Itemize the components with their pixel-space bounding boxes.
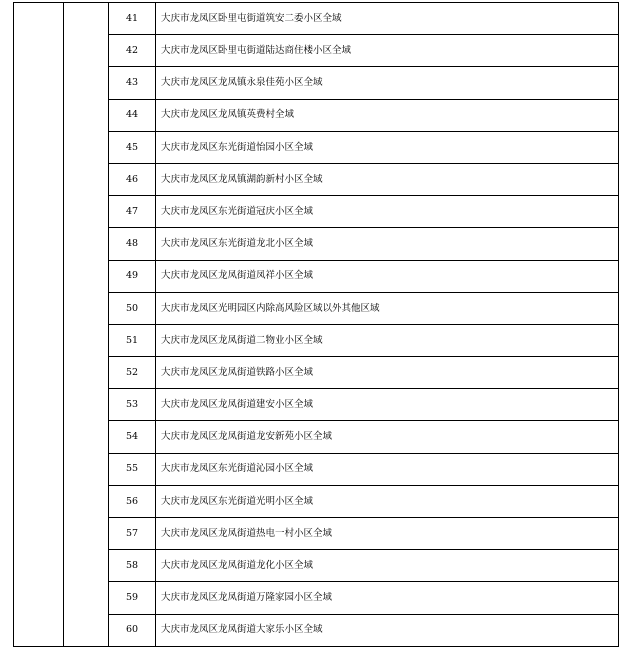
table-row (14, 3, 619, 35)
area-name: 大庆市龙凤区龙凤镇英费村全域 (156, 99, 619, 131)
area-name: 大庆市龙凤区龙凤街道龙安新苑小区全域 (156, 421, 619, 453)
row-number: 48 (109, 228, 156, 260)
row-number: 51 (109, 324, 156, 356)
merged-category-cell (14, 3, 64, 647)
area-name: 大庆市龙凤区龙凤镇永泉佳苑小区全域 (156, 67, 619, 99)
row-number: 46 (109, 163, 156, 195)
row-number: 52 (109, 357, 156, 389)
row-number: 44 (109, 99, 156, 131)
row-number: 57 (109, 518, 156, 550)
area-name: 大庆市龙凤区东光街道沁园小区全域 (156, 453, 619, 485)
row-number: 43 (109, 67, 156, 99)
row-number: 42 (109, 35, 156, 67)
row-number: 47 (109, 196, 156, 228)
row-number: 50 (109, 292, 156, 324)
risk-area-table (13, 2, 619, 647)
row-number: 41 (109, 3, 156, 35)
area-name: 大庆市龙凤区龙凤镇湖韵新村小区全域 (156, 163, 619, 195)
row-number: 55 (109, 453, 156, 485)
area-name: 大庆市龙凤区龙凤街道二物业小区全域 (156, 324, 619, 356)
area-name: 大庆市龙凤区卧里屯街道筑安二委小区全域 (156, 3, 619, 35)
area-name: 大庆市龙凤区东光街道怡园小区全域 (156, 131, 619, 163)
area-name: 大庆市龙凤区光明园区内除高风险区域以外其他区域 (156, 292, 619, 324)
area-name: 大庆市龙凤区卧里屯街道陆达商住楼小区全域 (156, 35, 619, 67)
area-name: 大庆市龙凤区龙凤街道大家乐小区全域 (156, 614, 619, 646)
row-number: 58 (109, 550, 156, 582)
merged-subcategory-cell (64, 3, 109, 647)
row-number: 59 (109, 582, 156, 614)
row-number: 56 (109, 485, 156, 517)
area-name: 大庆市龙凤区龙凤街道万隆家园小区全域 (156, 582, 619, 614)
area-name: 大庆市龙凤区东光街道光明小区全域 (156, 485, 619, 517)
area-name: 大庆市龙凤区龙凤街道龙化小区全域 (156, 550, 619, 582)
row-number: 49 (109, 260, 156, 292)
row-number: 54 (109, 421, 156, 453)
row-number: 53 (109, 389, 156, 421)
row-number: 60 (109, 614, 156, 646)
area-name: 大庆市龙凤区东光街道冠庆小区全域 (156, 196, 619, 228)
table-body (14, 3, 619, 647)
area-name: 大庆市龙凤区龙凤街道建安小区全域 (156, 389, 619, 421)
row-number: 45 (109, 131, 156, 163)
area-name: 大庆市龙凤区龙凤街道铁路小区全域 (156, 357, 619, 389)
area-name: 大庆市龙凤区龙凤街道凤祥小区全域 (156, 260, 619, 292)
area-name: 大庆市龙凤区龙凤街道热电一村小区全域 (156, 518, 619, 550)
area-name: 大庆市龙凤区东光街道龙北小区全域 (156, 228, 619, 260)
